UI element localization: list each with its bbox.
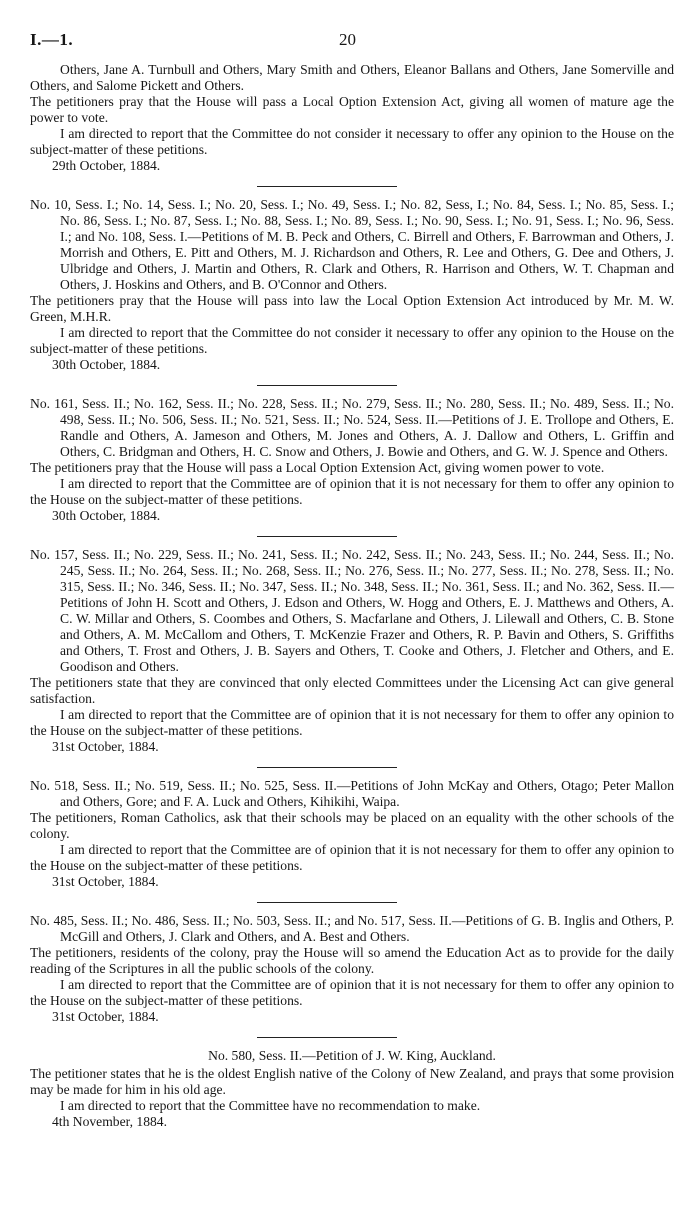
section-divider bbox=[257, 186, 397, 187]
committee-report: I am directed to report that the Committee do not consider it necessary to offer any opinion to the House on the subject-matter of these petitions. bbox=[30, 325, 674, 356]
petition-section bbox=[30, 396, 674, 524]
petition-list: No. 157, Sess. II.; No. 229, Sess. II.; No. 241, Sess. II.; No. 242, Sess. II.; No. 243, Sess. II.; No. 244, Sess. II.; No. 245, Sess. II.; No. 264, Sess. II.; No. 268, Sess. II.; No. 276, Sess. II.; No. 277, Sess. II.; No. 278, Sess. II.; No. 315, Sess. II.; No. 346, Sess. II.; No. 347, Sess. II.; No. 348, Sess. II.; No. 361, Sess. II.; and No. 362, Sess. II.—Petitions of John H. Scott and Others, J. Edson and Others, W. Hogg and Others, E. J. Matthews and Others, A. C. W. Millar and Others, S. Coombes and Others, S. Macfarlane and Others, J. Lilewall and Others, C. B. Stone and Others, A. M. McCallom and Others, T. McKenzie Frazer and Others, R. P. Bavin and Others, S. Griffiths and Others, T. Frost and Others, J. B. Sayers and Others, T. Cooke and Others, J. Fletcher and Others, and E. Goodison and Others. bbox=[30, 547, 674, 674]
committee-report: I am directed to report that the Committee are of opinion that it is not necessary for them to offer any opinion to the House on the subject-matter of these petitions. bbox=[30, 842, 674, 873]
petition-prayer: The petitioners pray that the House will pass a Local Option Extension Act, giving women power to vote. bbox=[30, 460, 605, 475]
petition-prayer: The petitioners, residents of the colony, pray the House will so amend the Education Act as to provide for the daily reading of the Scriptures in all the public schools of the colony. bbox=[30, 945, 674, 976]
committee-report: I am directed to report that the Committee are of opinion that it is not necessary for them to offer any opinion to the House on the subject-matter of these petitions. bbox=[30, 977, 674, 1008]
page-number: 20 bbox=[339, 30, 356, 49]
petition-prayer: The petitioners state that they are convinced that only elected Committees under the Licensing Act can give general satisfaction. bbox=[30, 675, 674, 706]
section-divider bbox=[257, 767, 397, 768]
petition-list: No. 485, Sess. II.; No. 486, Sess. II.; No. 503, Sess. II.; and No. 517, Sess. II.—Petitions of G. B. Inglis and Others, P. McGill and Others, J. Clark and Others, and A. Best and Others. bbox=[30, 913, 674, 944]
petition-prayer: The petitioners pray that the House will pass into law the Local Option Extension Act introduced by Mr. M. W. Green, M.H.R. bbox=[30, 293, 674, 324]
report-date: 31st October, 1884. bbox=[52, 1009, 159, 1024]
report-date: 30th October, 1884. bbox=[52, 357, 161, 372]
petition-prayer: The petitioner states that he is the oldest English native of the Colony of New Zealand, and prays that some provision may be made for him in his old age. bbox=[30, 1066, 674, 1097]
petition-continuation: Others, Jane A. Turnbull and Others, Mary Smith and Others, Eleanor Ballans and Others, Jane Somerville and Others, and Salome Pickett and Others. bbox=[30, 62, 674, 93]
report-body bbox=[30, 62, 674, 1130]
petition-list: No. 518, Sess. II.; No. 519, Sess. II.; No. 525, Sess. II.—Petitions of John McKay and Others, Otago; Peter Mallon and Others, Gore; and F. A. Luck and Others, Kihikihi, Waipa. bbox=[30, 778, 674, 809]
report-date: 30th October, 1884. bbox=[52, 508, 161, 523]
section-divider bbox=[257, 902, 397, 903]
section-divider bbox=[257, 1037, 397, 1038]
report-date: 31st October, 1884. bbox=[52, 739, 159, 754]
report-date: 4th November, 1884. bbox=[52, 1114, 167, 1129]
petition-section bbox=[30, 913, 674, 1025]
petition-section bbox=[30, 547, 674, 755]
petition-list: No. 161, Sess. II.; No. 162, Sess. II.; No. 228, Sess. II.; No. 279, Sess. II.; No. 280, Sess. II.; No. 489, Sess. II.; No. 498, Sess. II.; No. 506, Sess. II.; No. 521, Sess. II.; No. 524, Sess. II.—Petitions of J. E. Trollope and Others, E. Randle and Others, A. Jameson and Others, M. Jones and Others, A. J. Dallow and Others, L. Griffin and Others, C. Bridgman and Others, H. C. Snow and Others, J. Bowie and Others, and G. W. J. Spence and Others. bbox=[30, 396, 674, 459]
committee-report: I am directed to report that the Committee are of opinion that it is not necessary for them to offer any opinion to the House on the subject-matter of these petitions. bbox=[30, 476, 674, 507]
section-divider bbox=[257, 385, 397, 386]
report-date: 29th October, 1884. bbox=[52, 158, 161, 173]
petition-list: No. 10, Sess. I.; No. 14, Sess. I.; No. 20, Sess. I.; No. 49, Sess. I.; No. 82, Sess, I.; No. 84, Sess. I.; No. 85, Sess. I.; No. 86, Sess. I.; No. 87, Sess. I.; No. 88, Sess. I.; No. 89, Sess. I.; No. 90, Sess. I.; No. 91, Sess. I.; No. 96, Sess. I.; and No. 108, Sess. I.—Petitions of M. B. Peck and Others, C. Birrell and Others, F. Barrowman and Others, J. Morrish and Others, E. Pitt and Others, M. J. Richardson and Others, R. Lee and Others, G. Dee and Others, J. Ulbridge and Others, J. Martin and Others, R. Clark and Others, R. Harrison and Others, W. T. Chapman and Others, J. Hoskins and Others, and B. O'Connor and Others. bbox=[30, 197, 674, 292]
section-divider bbox=[257, 536, 397, 537]
petition-prayer: The petitioners, Roman Catholics, ask that their schools may be placed on an equality with the other schools of the colony. bbox=[30, 810, 674, 841]
paper-reference: I.—1. bbox=[30, 30, 74, 49]
petition-section bbox=[30, 197, 674, 373]
petition-section bbox=[30, 778, 674, 890]
petition-section bbox=[30, 1048, 674, 1130]
committee-report: I am directed to report that the Committee are of opinion that it is not necessary for them to offer any opinion to the House on the subject-matter of these petitions. bbox=[30, 707, 674, 738]
committee-report: I am directed to report that the Committee have no recommendation to make. bbox=[60, 1098, 481, 1113]
petition-heading: No. 580, Sess. II.—Petition of J. W. King, Auckland. bbox=[208, 1048, 496, 1063]
report-date: 31st October, 1884. bbox=[52, 874, 159, 889]
petition-prayer: The petitioners pray that the House will pass a Local Option Extension Act, giving all women of mature age the power to vote. bbox=[30, 94, 674, 125]
committee-report: I am directed to report that the Committee do not consider it necessary to offer any opinion to the House on the subject-matter of these petitions. bbox=[30, 126, 674, 157]
intro-section bbox=[30, 62, 674, 174]
